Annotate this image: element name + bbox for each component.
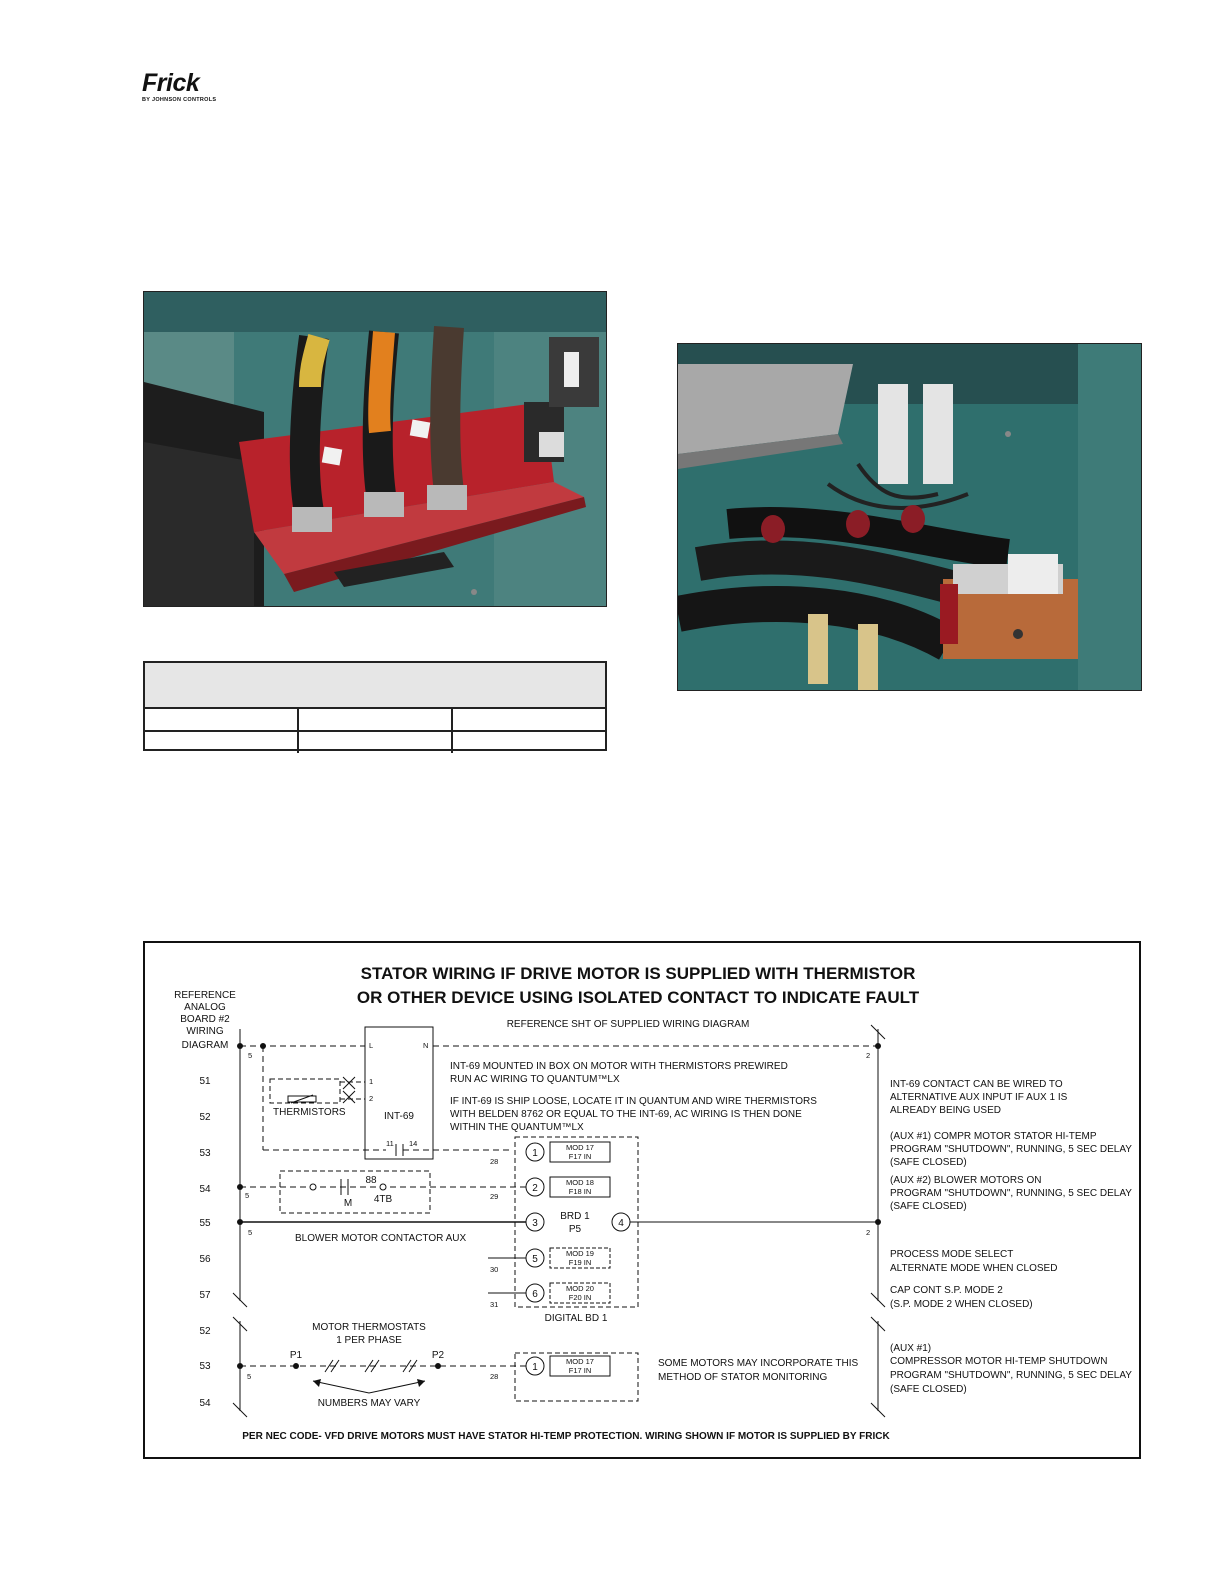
note-aux2: (AUX #2) BLOWER MOTORS ON xyxy=(890,1175,1042,1186)
terminal-number: 6 xyxy=(532,1289,538,1300)
wire-number: 5 xyxy=(247,1372,252,1381)
junction-dot xyxy=(237,1184,243,1190)
table-cell xyxy=(299,732,453,753)
note-aux1b: PROGRAM "SHUTDOWN", RUNNING, 5 SEC DELAY xyxy=(890,1370,1132,1381)
note-aux1: (AUX #1) COMPR MOTOR STATOR HI-TEMP xyxy=(890,1131,1097,1142)
tb-4: 4TB xyxy=(373,1194,393,1205)
junction-dot xyxy=(435,1363,441,1369)
int69-c14: 14 xyxy=(409,1139,418,1148)
int69-t1: 1 xyxy=(369,1077,374,1086)
ref-sht-label: REFERENCE SHT OF SUPPLIED WIRING DIAGRAM xyxy=(506,1019,750,1030)
row-number: 53 xyxy=(199,1361,211,1372)
table-cell xyxy=(299,709,453,730)
int69-label: INT-69 xyxy=(383,1111,415,1122)
table-row xyxy=(145,709,605,732)
wire-number: 29 xyxy=(490,1192,499,1201)
table-row xyxy=(145,732,605,753)
note-int69: INT-69 MOUNTED IN BOX ON MOTOR WITH THERMISTORS PREWIRED xyxy=(450,1061,788,1072)
p2-label: P2 xyxy=(431,1350,445,1361)
row-number: 56 xyxy=(199,1254,211,1265)
terminal-number: 3 xyxy=(532,1218,538,1229)
mod-label: F17 IN xyxy=(568,1366,592,1375)
logo-wordmark: Frick xyxy=(142,69,200,97)
brd1-label: BRD 1 xyxy=(560,1211,590,1222)
row-number: 51 xyxy=(199,1076,211,1087)
note-int69: RUN AC WIRING TO QUANTUM™LX xyxy=(450,1074,620,1085)
row-number: 52 xyxy=(199,1112,211,1123)
note-aux1b: (AUX #1) xyxy=(890,1343,932,1354)
table-cell xyxy=(145,732,299,753)
note-aux1: PROGRAM "SHUTDOWN", RUNNING, 5 SEC DELAY xyxy=(890,1144,1132,1155)
int69-t2: 2 xyxy=(369,1094,374,1103)
ref-line: ANALOG xyxy=(184,1002,226,1013)
mod-label: MOD 20 xyxy=(566,1284,594,1293)
int69-n: N xyxy=(423,1041,429,1050)
note-int69-contact: INT-69 CONTACT CAN BE WIRED TO xyxy=(890,1079,1063,1090)
photo-stator-terminals xyxy=(677,343,1142,691)
note-aux1: (SAFE CLOSED) xyxy=(890,1157,967,1168)
mod-label: MOD 17 xyxy=(566,1143,594,1152)
row-number: 54 xyxy=(199,1398,211,1409)
note-aux2: PROGRAM "SHUTDOWN", RUNNING, 5 SEC DELAY xyxy=(890,1188,1132,1199)
terminal-number: 4 xyxy=(618,1218,624,1229)
note-ship: WITH BELDEN 8762 OR EQUAL TO THE INT-69, AC WIRING IS THEN DONE xyxy=(450,1109,802,1120)
row-number: 55 xyxy=(199,1218,211,1229)
wire-number: 5 xyxy=(248,1051,253,1060)
wire-number: 28 xyxy=(490,1157,499,1166)
note-aux1b: COMPRESSOR MOTOR HI-TEMP SHUTDOWN xyxy=(890,1356,1108,1367)
ref-line: REFERENCE xyxy=(174,990,236,1001)
some-motors-label: METHOD OF STATOR MONITORING xyxy=(658,1372,828,1383)
note-aux2: (SAFE CLOSED) xyxy=(890,1201,967,1212)
wire-number: 2 xyxy=(866,1228,871,1237)
motor-thermostats-label: 1 PER PHASE xyxy=(336,1335,402,1346)
ref-line: DIAGRAM xyxy=(181,1040,229,1051)
junction-dot xyxy=(237,1363,243,1369)
blower-aux-label: BLOWER MOTOR CONTACTOR AUX xyxy=(295,1233,467,1244)
terminal-number: 1 xyxy=(532,1148,538,1159)
terminal-circle xyxy=(380,1184,386,1190)
terminal-number: 2 xyxy=(532,1183,538,1194)
wire-number: 2 xyxy=(866,1051,871,1060)
table-header xyxy=(145,663,605,709)
int69-l: L xyxy=(369,1041,374,1050)
p1-label: P1 xyxy=(289,1350,303,1361)
terminal-number: 5 xyxy=(532,1254,538,1265)
empty-table xyxy=(143,661,607,751)
wire-number: 30 xyxy=(490,1265,499,1274)
stator-wiring-diagram xyxy=(143,941,1141,1459)
note-process: PROCESS MODE SELECT xyxy=(890,1249,1014,1260)
frick-logo xyxy=(142,70,232,110)
diagram-title-line2: OR OTHER DEVICE USING ISOLATED CONTACT TO INDICATE FAULT xyxy=(356,988,920,1007)
note-ship: WITHIN THE QUANTUM™LX xyxy=(450,1122,584,1133)
note-int69-contact: ALTERNATIVE AUX INPUT IF AUX 1 IS xyxy=(890,1092,1068,1103)
mod-label: F18 IN xyxy=(568,1187,592,1196)
wire-number: 28 xyxy=(490,1372,499,1381)
numbers-vary-label: NUMBERS MAY VARY xyxy=(317,1398,421,1409)
wire-number: 5 xyxy=(245,1191,250,1200)
photo-motor-leads-image xyxy=(144,292,607,607)
terminal-number: 1 xyxy=(532,1362,538,1373)
ref-line: BOARD #2 xyxy=(180,1014,230,1025)
motor-thermostats-label: MOTOR THERMOSTATS xyxy=(312,1322,426,1333)
row-number: 54 xyxy=(199,1184,211,1195)
logo-tagline: BY JOHNSON CONTROLS xyxy=(142,97,217,103)
note-capcont: (S.P. MODE 2 WHEN CLOSED) xyxy=(890,1299,1033,1310)
row-number: 53 xyxy=(199,1148,211,1159)
ref-line: WIRING xyxy=(186,1026,224,1037)
table-cell xyxy=(453,732,605,753)
table-cell xyxy=(145,709,299,730)
note-capcont: CAP CONT S.P. MODE 2 xyxy=(890,1285,1003,1296)
p5-label: P5 xyxy=(568,1224,582,1235)
photo-motor-leads xyxy=(143,291,607,607)
mod-label: F17 IN xyxy=(568,1152,592,1161)
row-number: 57 xyxy=(199,1290,211,1301)
note-process: ALTERNATE MODE WHEN CLOSED xyxy=(890,1263,1058,1274)
contact-88: 88 xyxy=(365,1175,377,1186)
junction-dot xyxy=(237,1043,243,1049)
wire-number: 5 xyxy=(248,1228,253,1237)
mod-label: F20 IN xyxy=(568,1293,592,1302)
terminal-circle xyxy=(310,1184,316,1190)
junction-dot xyxy=(875,1219,881,1225)
diagram-footer: PER NEC CODE- VFD DRIVE MOTORS MUST HAVE STATOR HI-TEMP PROTECTION. WIRING SHOWN IF MOTOR IS SUPPLIED BY FRICK xyxy=(242,1431,890,1442)
note-int69-contact: ALREADY BEING USED xyxy=(890,1105,1001,1116)
table-cell xyxy=(453,709,605,730)
wire-number: 31 xyxy=(490,1300,499,1309)
reference-block xyxy=(174,990,236,1051)
diagram-title-line1: STATOR WIRING IF DRIVE MOTOR IS SUPPLIED WITH THERMISTOR xyxy=(360,964,916,983)
mod-label: MOD 18 xyxy=(566,1178,594,1187)
row-number: 52 xyxy=(199,1326,211,1337)
digital-bd-label: DIGITAL BD 1 xyxy=(544,1313,608,1324)
photo-stator-terminals-image xyxy=(678,344,1142,691)
some-motors-label: SOME MOTORS MAY INCORPORATE THIS xyxy=(658,1358,859,1369)
int69-c11: 11 xyxy=(386,1139,394,1148)
mod-label: F19 IN xyxy=(568,1258,592,1267)
note-aux1b: (SAFE CLOSED) xyxy=(890,1384,967,1395)
junction-dot xyxy=(293,1363,299,1369)
contact-m: M xyxy=(343,1198,353,1209)
note-ship: IF INT-69 IS SHIP LOOSE, LOCATE IT IN QUANTUM AND WIRE THERMISTORS xyxy=(450,1096,817,1107)
junction-dot xyxy=(875,1043,881,1049)
junction-dot xyxy=(237,1219,243,1225)
mod-label: MOD 19 xyxy=(566,1249,594,1258)
mod-label: MOD 17 xyxy=(566,1357,594,1366)
thermistors-label: THERMISTORS xyxy=(273,1107,346,1118)
